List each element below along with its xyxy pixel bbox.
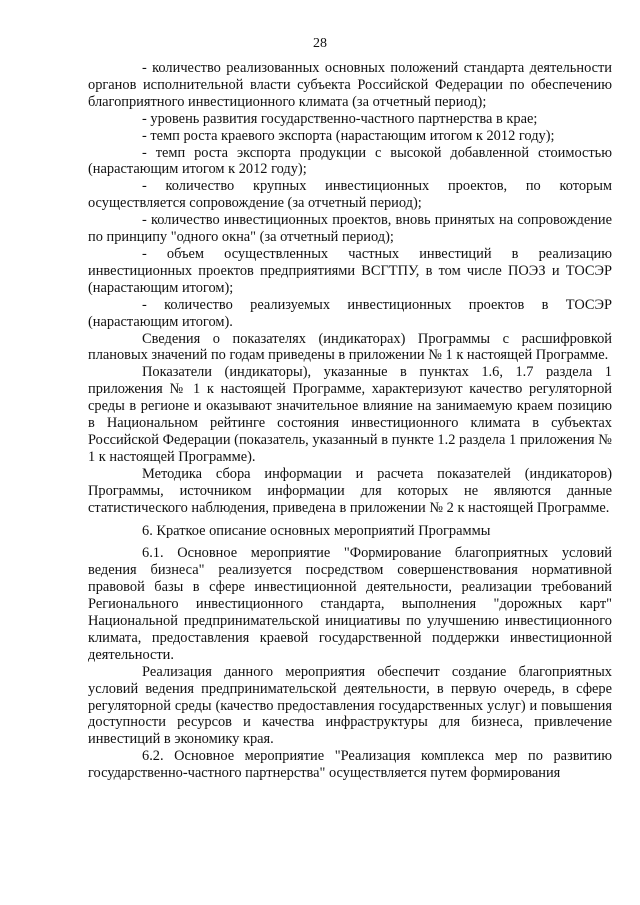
- paragraph: - количество реализуемых инвестиционных проектов в ТОСЭР (нарастающим итогом).: [88, 296, 612, 330]
- paragraph: - количество реализованных основных положений стандарта деятельности органов исполнительной власти субъекта Российской Федерации по обеспечению благоприятного инвестиционного климата (за отчетный период);: [88, 60, 612, 110]
- paragraph: Сведения о показателях (индикаторах) Программы с расшифровкой плановых значений по годам приведены в приложении № 1 к настоящей Программе.: [88, 330, 612, 364]
- paragraph: - темп роста краевого экспорта (нарастающим итогом к 2012 году);: [142, 127, 555, 144]
- paragraph: - количество крупных инвестиционных проектов, по которым осуществляется сопровождение (за отчетный период);: [88, 178, 612, 212]
- paragraph: - уровень развития государственно-частного партнерства в крае;: [142, 110, 538, 127]
- section-heading: 6. Краткое описание основных мероприятий Программы: [142, 523, 491, 540]
- paragraph: Методика сбора информации и расчета показателей (индикаторов) Программы, источником информации для которых не являются данные статистического наблюдения, приведена в приложении № 2 к настоящей Программе.: [88, 465, 612, 516]
- paragraph: Показатели (индикаторы), указанные в пунктах 1.6, 1.7 раздела 1 приложения № 1 к настоящей Программе, характеризуют качество регуляторной среды в регионе и оказывают значительное влияние на занимаемую краем позицию в Национальном рейтинге состояния инвестиционного климата в субъектах Российской Федерации (показатель, указанный в пункте 1.2 раздела 1 приложения № 1 к настоящей Программе).: [88, 364, 612, 465]
- page-number: 28: [313, 36, 327, 51]
- paragraph: - количество инвестиционных проектов, вновь принятых на сопровождение по принципу "одного окна" (за отчетный период);: [88, 212, 612, 246]
- paragraph: 6.1. Основное мероприятие "Формирование благоприятных условий ведения бизнеса" реализуется посредством совершенствования нормативной правовой базы в сфере инвестиционной деятельности, реализации требований Регионального инвестиционного стандарта, выполнения "дорожных карт" Национальной предпринимательской инициативы по улучшению инвестиционного климата, предоставления краевой государственной поддержки инвестиционной деятельности.: [88, 545, 612, 663]
- paragraph: Реализация данного мероприятия обеспечит создание благоприятных условий ведения предпринимательской деятельности, в первую очередь, в сфере регуляторной среды (качество предоставления государственных услуг) и повышения доступности ресурсов и качества инфраструктуры для бизнеса, привлечение инвестиций в экономику края.: [88, 663, 612, 748]
- paragraph: - темп роста экспорта продукции с высокой добавленной стоимостью (нарастающим итогом к 2012 году);: [88, 144, 612, 178]
- document-body: [88, 60, 612, 782]
- paragraph: - объем осуществленных частных инвестиций в реализацию инвестиционных проектов предприятиями ВСГТПУ, в том числе ПОЭЗ и ТОСЭР (нарастающим итогом);: [88, 245, 612, 296]
- paragraph: 6.2. Основное мероприятие "Реализация комплекса мер по развитию государственно-частного партнерства" осуществляется путем формирования: [88, 748, 612, 782]
